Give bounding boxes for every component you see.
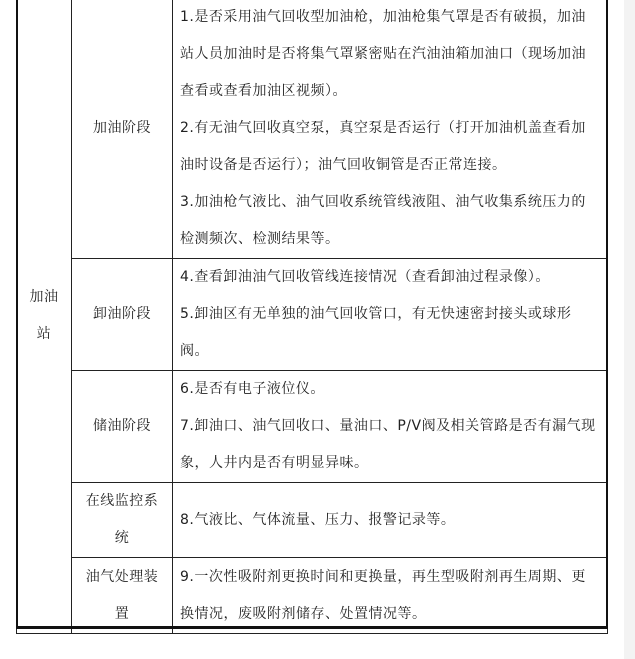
table-row [17,483,608,558]
item-text: 4.查看卸油油气回收管线连接情况（查看卸油过程录像）。 [180,269,550,285]
stage-cell [72,0,173,259]
stage-label: 储油阶段 [93,418,151,434]
item-text: 6.是否有电子液位仪。 [180,381,325,397]
stage-cell [72,558,173,634]
inspection-table [16,0,608,634]
table-row [17,558,608,634]
content-cell [173,0,608,259]
table-outer-border-right [606,0,608,628]
content-cell [173,558,608,634]
content-cell [173,371,608,483]
content-cell [173,483,608,558]
stage-label: 油气处理装置 [85,568,159,622]
content-cell [173,259,608,371]
item-text: 8.气液比、气体流量、压力、报警记录等。 [180,511,456,528]
item-text: 7.卸油口、油气回收口、量油口、P/V阀及相关管路是否有漏气现象，人井内是否有明显异味。 [180,418,596,471]
table-outer-border-bottom [16,626,608,629]
stage-label: 卸油阶段 [93,306,151,322]
table-outer-border-left [16,0,18,628]
vertical-scrollbar[interactable] [624,0,635,659]
table-row [17,259,608,371]
stage-label: 加油阶段 [93,120,151,136]
stage-cell [72,259,173,371]
table-row [17,0,608,259]
category-cell [17,0,72,634]
stage-label: 在线监控系统 [85,493,159,546]
item-text: 3.加油枪气液比、油气回收系统管线液阻、油气收集系统压力的检测频次、检测结果等。 [180,194,586,247]
stage-cell [72,483,173,558]
item-text: 2.有无油气回收真空泵，真空泵是否运行（打开加油机盖查看加油时设备是否运行）；油气回收铜管是否正常连接。 [180,120,586,173]
stage-cell [72,371,173,483]
item-text: 5.卸油区有无单独的油气回收管口，有无快速密封接头或球形阀。 [180,306,572,359]
item-text: 9.一次性吸附剂更换时间和更换量，再生型吸附剂再生周期、更换情况，废吸附剂储存、处置情况等。 [180,568,586,622]
category-label: 加油站 [29,289,59,342]
table-row [17,371,608,483]
item-text: 1.是否采用油气回收型加油枪，加油枪集气罩是否有破损，加油站人员加油时是否将集气罩紧密贴在汽油油箱加油口（现场加油查看或查看加油区视频）。 [180,9,586,99]
